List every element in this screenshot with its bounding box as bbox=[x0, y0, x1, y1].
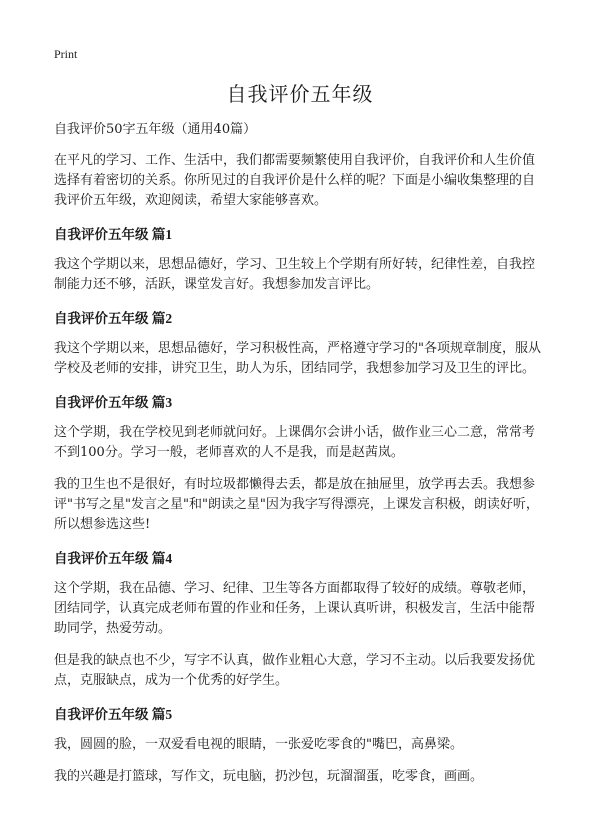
subtitle: 自我评价50字五年级（通用40篇） bbox=[54, 122, 257, 137]
section-3-paragraph-2: 我的卫生也不是很好，有时垃圾都懒得去丢，都是放在抽屉里，放学再去丢。我想参评"书写之星"发言之星"和"朗读之星"因为我字写得漂亮，上课发言积极，朗读好听，所以想参选这些! bbox=[54, 477, 539, 532]
section-3-paragraph-1: 这个学期，我在学校见到老师就问好。上课偶尔会讲小话，做作业三心二意，常常考不到100分。学习一般，老师喜欢的人不是我，而是赵茜岚。 bbox=[54, 425, 536, 460]
section-4-paragraph-1: 这个学期，我在品德、学习、纪律、卫生等各方面都取得了较好的成绩。尊敬老师，团结同学，认真完成老师布置的作业和任务，上课认真听讲，积极发言，生活中能帮助同学，热爱劳动。 bbox=[54, 581, 536, 636]
page-title: 自我评价五年级 bbox=[226, 82, 374, 106]
section-1-paragraph-1: 我这个学期以来，思想品德好，学习、卫生较上个学期有所好转，纪律性差，自我控制能力还不够，活跃，课堂发言好。我想参加发言评比。 bbox=[54, 257, 536, 292]
section-heading-4: 自我评价五年级 篇4 bbox=[54, 551, 173, 566]
print-link[interactable]: Print bbox=[54, 47, 78, 61]
section-heading-3: 自我评价五年级 篇3 bbox=[54, 395, 173, 410]
section-2-paragraph-1: 我这个学期以来，思想品德好，学习积极性高，严格遵守学习的"各项规章制度，服从学校及老师的安排，讲究卫生，助人为乐，团结同学，我想参加学习及卫生的评比。 bbox=[54, 341, 541, 376]
section-5-paragraph-2: 我的兴趣是打篮球，写作文，玩电脑，扔沙包，玩溜溜蛋，吃零食，画画。 bbox=[54, 769, 484, 784]
section-heading-2: 自我评价五年级 篇2 bbox=[54, 311, 173, 326]
section-heading-1: 自我评价五年级 篇1 bbox=[54, 227, 173, 242]
section-4-paragraph-2: 但是我的缺点也不少，写字不认真，做作业粗心大意，学习不主动。以后我要发扬优点，克服缺点，成为一个优秀的好学生。 bbox=[54, 653, 536, 688]
section-heading-5: 自我评价五年级 篇5 bbox=[54, 707, 173, 722]
intro-paragraph: 在平凡的学习、工作、生活中，我们都需要频繁使用自我评价，自我评价和人生价值选择有着密切的关系。你所见过的自我评价是什么样的呢？下面是小编收集整理的自我评价五年级，欢迎阅读，希望大家能够喜欢。 bbox=[54, 153, 536, 208]
section-5-paragraph-1: 我，圆圆的脸，一双爱看电视的眼睛，一张爱吃零食的"嘴巴，高鼻梁。 bbox=[54, 737, 463, 752]
